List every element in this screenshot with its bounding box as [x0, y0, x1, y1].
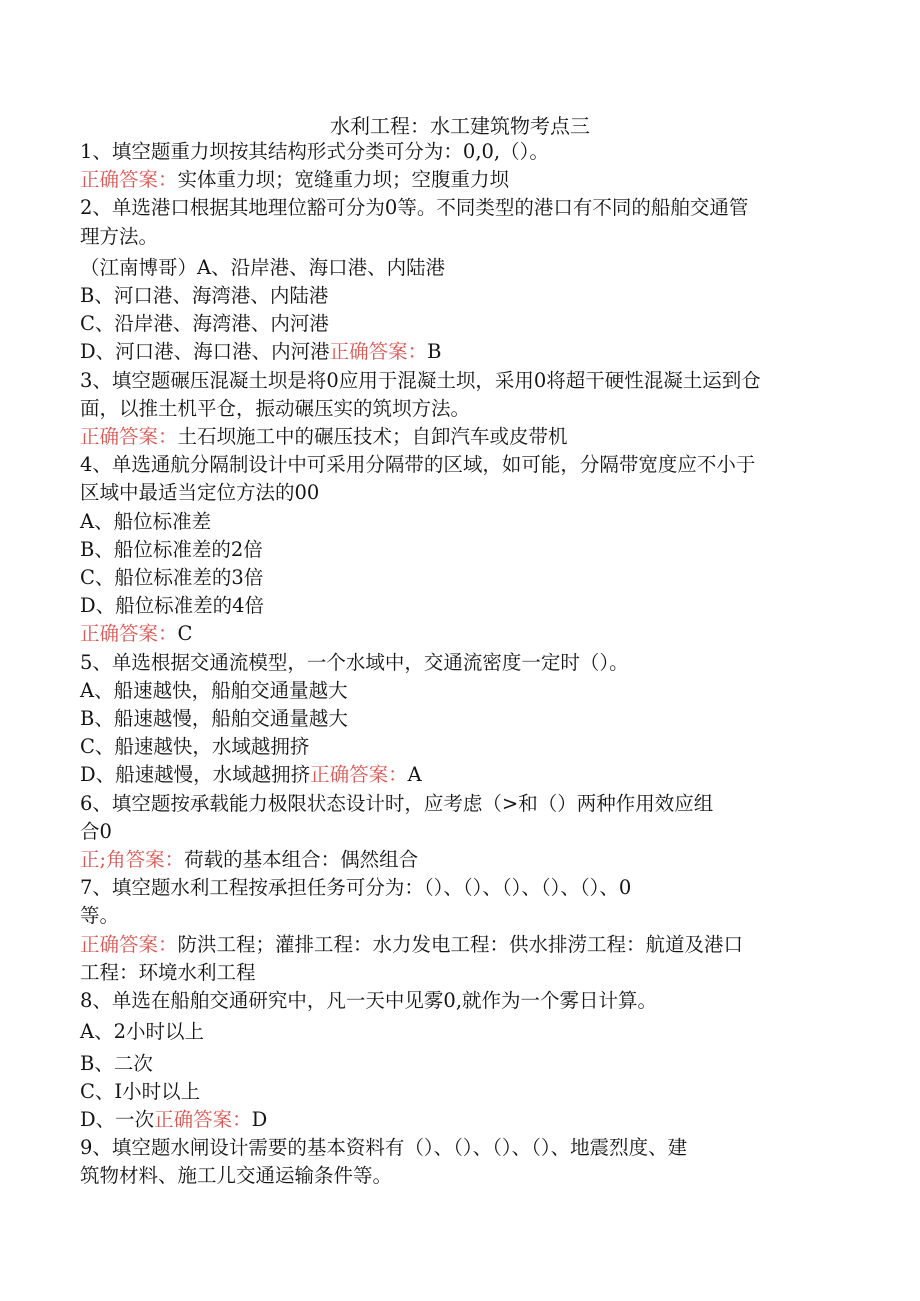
question-5-option-d [80, 761, 832, 789]
question-5-option-b: B、船速越慢，船舶交通量越大 [80, 707, 348, 731]
question-3-line-1: 3、填空题碾压混凝土坝是将0应用于混凝土坝，采用0将超干硬性混凝土运到仓 [80, 368, 761, 392]
answer-label: 正确答案： [329, 340, 428, 364]
answer-text: 防洪工程；灌排工程：水力发电工程：供水排涝工程：航道及港口 [177, 932, 744, 956]
document-title: 水利工程：水工建筑物考点三 [330, 114, 590, 138]
answer-1 [80, 166, 832, 194]
question-3-line-2: 面，以推土机平仓，振动碾压实的筑坝方法。 [80, 396, 471, 420]
question-2-option-b: B、河口港、海湾港、内陆港 [80, 284, 329, 308]
answer-text: 荷载的基本组合：偶然组合 [184, 848, 419, 872]
question-2-option-d [80, 338, 832, 366]
question-8-option-b: B、二次 [80, 1051, 153, 1075]
question-5: 5、单选根据交通流模型，一个水域中，交通流密度一定时（）。 [80, 650, 629, 674]
question-9-line-1: 9、填空题水闸设计需要的基本资料有（）、（）、（）、（）、地震烈度、建 [80, 1136, 688, 1160]
answer-label: 正确答案： [80, 425, 178, 449]
answer-7-continued: 工程：环境水利工程 [80, 960, 256, 984]
question-8: 8、单选在船舶交通研究中，凡一天中见雾0,就作为一个雾日计算。 [80, 989, 658, 1013]
question-9-line-2: 筑物材料、施工儿交通运输条件等。 [80, 1164, 393, 1188]
answer-text: D [251, 1107, 268, 1131]
answer-text: 土石坝施工中的碾压技术；自卸汽车或皮带机 [177, 425, 568, 449]
question-4-option-d: D、船位标准差的4倍 [80, 594, 265, 618]
question-1: 1、填空题重力坝按其结构形式分类可分为：0,0,（）。 [80, 140, 549, 163]
question-4-line-1: 4、单选通航分隔制设计中可采用分隔带的区域，如可能，分隔带宽度应不小于 [80, 453, 756, 477]
question-7-line-2: 等。 [80, 904, 120, 928]
question-2-option-c: C、沿岸港、海湾港、内河港 [80, 312, 329, 336]
answer-label: 正确答案： [154, 1107, 252, 1131]
question-4-line-2: 区域中最适当定位方法的00 [80, 481, 320, 505]
question-7-line-1: 7、填空题水利工程按承担任务可分为：（）、（）、（）、（）、（）、0 [80, 876, 632, 900]
answer-7 [80, 931, 832, 959]
option-text: D、船速越慢，水域越拥挤 [80, 763, 311, 787]
option-text: D、河口港、海口港、内河港 [80, 340, 330, 364]
question-6-line-1: 6、填空题按承载能力极限状态设计时，应考虑（>和（）两种作用效应组 [80, 791, 714, 815]
answer-text: 实体重力坝；宽缝重力坝；空腹重力坝 [177, 168, 510, 192]
question-8-option-d [80, 1106, 832, 1134]
answer-label: 正确答案： [80, 932, 178, 956]
question-2-option-a: （江南博哥）A、沿岸港、海口港、内陆港 [80, 255, 446, 279]
answer-label: 正;角答案： [80, 848, 185, 872]
question-4-option-b: B、船位标准差的2倍 [80, 537, 263, 561]
question-2-line-2: 理方法。 [80, 224, 159, 248]
question-6-line-2: 合0 [80, 819, 112, 843]
answer-label: 正确答案： [310, 763, 408, 787]
question-5-option-a: A、船速越快，船舶交通量越大 [80, 678, 348, 702]
option-text: D、一次 [80, 1107, 155, 1131]
answer-6 [80, 846, 832, 874]
answer-text: A [407, 763, 422, 787]
answer-text: C [177, 622, 193, 646]
answer-label: 正确答案： [80, 622, 178, 646]
answer-text: B [427, 340, 442, 364]
question-4-option-a: A、船位标准差 [80, 509, 212, 533]
question-2-line-1: 2、单选港口根据其地理位豁可分为0等。不同类型的港口有不同的船舶交通管 [80, 196, 749, 220]
question-8-option-c: C、I小时以上 [80, 1079, 201, 1103]
question-4-option-c: C、船位标准差的3倍 [80, 566, 264, 590]
question-8-option-a: A、2小时以上 [80, 1020, 204, 1044]
answer-3 [80, 423, 832, 451]
question-5-option-c: C、船速越快，水域越拥挤 [80, 735, 310, 759]
document-body [80, 138, 832, 1191]
answer-label: 正确答案： [80, 168, 178, 192]
answer-4 [80, 620, 832, 648]
